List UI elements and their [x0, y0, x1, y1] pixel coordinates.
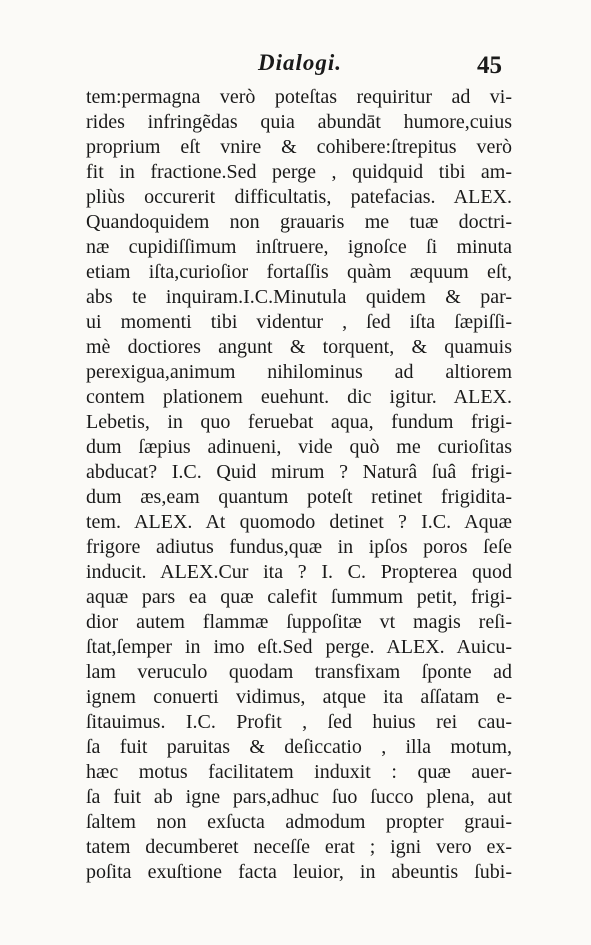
text-line: perexigua,animum nihilominus ad altiorem [86, 361, 512, 383]
text-line: etiam iſta,curioſior fortaſſis quàm æquum eſt, [86, 261, 512, 283]
text-line: ſa fuit paruitas & deſiccatio , illa motum, [86, 736, 512, 758]
text-line: ſaltem non exſucta admodum propter graui- [86, 811, 512, 833]
text-line: lam veruculo quodam transfixam ſponte ad [86, 661, 512, 683]
text-line: dum ſæpius adinueni, vide quò me curioſitas [86, 436, 512, 458]
text-line: abducat? I.C. Quid mirum ? Naturâ ſuâ frigi- [86, 461, 512, 483]
text-line: Lebetis, in quo feruebat aqua, fundum frigi- [86, 411, 512, 433]
text-line: contem plationem euehunt. dic igitur. ALEX. [86, 386, 512, 408]
text-line: mè doctiores angunt & torquent, & quamuis [86, 336, 512, 358]
running-head [0, 50, 591, 86]
text-line: ſtat,ſemper in imo eſt.Sed perge. ALEX. Auicu- [86, 636, 512, 658]
text-line: pliùs occurerit difficultatis, patefacias. ALEX. [86, 186, 512, 208]
text-line: proprium eſt vnire & cohibere:ſtrepitus verò [86, 136, 512, 158]
text-line: dum æs,eam quantum poteſt retinet frigidita- [86, 486, 512, 508]
text-line: næ cupidiſſimum inſtruere, ignoſce ſi minuta [86, 236, 512, 258]
text-line: ignem conuerti vidimus, atque ita aſſatam e- [86, 686, 512, 708]
text-line: inducit. ALEX.Cur ita ? I. C. Propterea quod [86, 561, 512, 583]
text-line: tatem decumberet neceſſe erat ; igni vero ex- [86, 836, 512, 858]
text-line: tem:permagna verò poteſtas requiritur ad vi- [86, 86, 512, 108]
text-line: rides infringẽdas quia abundāt humore,cuius [86, 111, 512, 133]
text-line: Quandoquidem non grauaris me tuæ doctri- [86, 211, 512, 233]
text-line: tem. ALEX. At quomodo detinet ? I.C. Aquæ [86, 511, 512, 533]
text-line: abs te inquiram.I.C.Minutula quidem & par- [86, 286, 512, 308]
text-line: ui momenti tibi videntur , ſed iſta ſæpiſſi- [86, 311, 512, 333]
text-line: dior autem flammæ ſuppoſitæ vt magis reſi- [86, 611, 512, 633]
text-line: hæc motus facilitatem induxit : quæ auer- [86, 761, 512, 783]
page-number: 45 [477, 52, 502, 79]
text-line: ſitauimus. I.C. Profit , ſed huius rei cau- [86, 711, 512, 733]
text-line: poſita exuſtione facta leuior, in abeuntis ſubi- [86, 861, 512, 883]
running-title: Dialogi. [258, 50, 343, 75]
body-text [86, 85, 512, 885]
text-line: frigore adiutus fundus,quæ in ipſos poros ſeſe [86, 536, 512, 558]
text-line: ſa fuit ab igne pars,adhuc ſuo ſucco plena, aut [86, 786, 512, 808]
text-line: fit in fractione.Sed perge , quidquid tibi am- [86, 161, 512, 183]
text-line: aquæ pars ea quæ calefit ſummum petit, frigi- [86, 586, 512, 608]
